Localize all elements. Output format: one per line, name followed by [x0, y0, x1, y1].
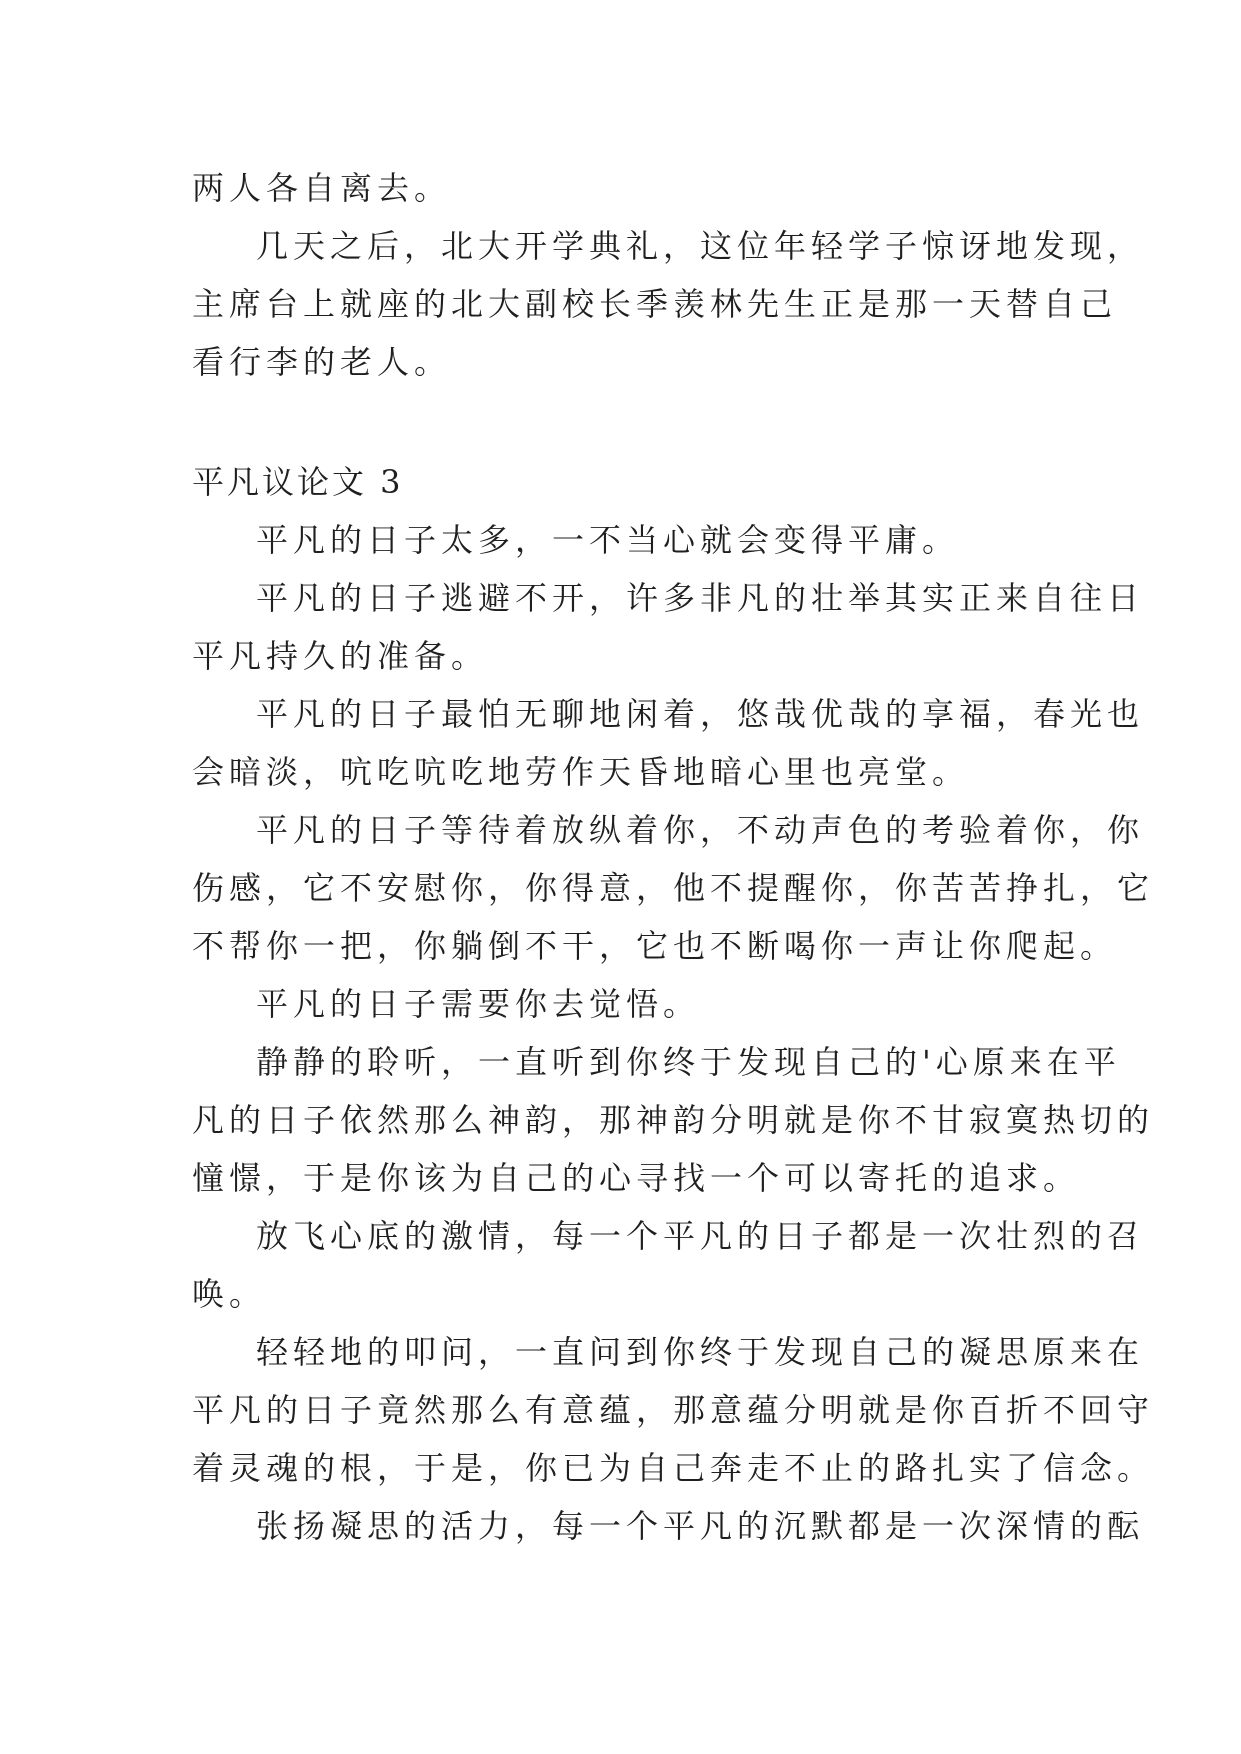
paragraph-start-line: 平凡的日子等待着放纵着你，不动声色的考验着你，你	[256, 811, 1145, 849]
text-line: 凡的日子依然那么神韵，那神韵分明就是你不甘寂寞热切的	[192, 1101, 1155, 1139]
paragraph-start-line: 平凡的日子最怕无聊地闲着，悠哉优哉的享福，春光也	[256, 695, 1145, 733]
section-heading: 平凡议论文 3	[192, 463, 404, 501]
text-line: 唤。	[192, 1275, 267, 1313]
paragraph-start-line: 静静的聆听，一直听到你终于发现自己的'心原来在平	[256, 1043, 1121, 1081]
paragraph-start-line: 平凡的日子逃避不开，许多非凡的壮举其实正来自往日	[256, 579, 1145, 617]
paragraph-start-line: 轻轻地的叩问，一直问到你终于发现自己的凝思原来在	[256, 1333, 1145, 1371]
text-line: 伤感，它不安慰你，你得意，他不提醒你，你苦苦挣扎，它	[192, 869, 1155, 907]
paragraph-start-line: 张扬凝思的活力，每一个平凡的沉默都是一次深情的酝	[256, 1507, 1145, 1545]
paragraph-start-line: 几天之后，北大开学典礼，这位年轻学子惊讶地发现，	[256, 227, 1145, 265]
paragraph-start-line: 平凡的日子太多，一不当心就会变得平庸。	[256, 521, 960, 559]
text-line: 憧憬，于是你该为自己的心寻找一个可以寄托的追求。	[192, 1159, 1081, 1197]
text-line: 平凡持久的准备。	[192, 637, 489, 675]
text-line: 不帮你一把，你躺倒不干，它也不断喝你一声让你爬起。	[192, 927, 1118, 965]
paragraph-start-line: 平凡的日子需要你去觉悟。	[256, 985, 701, 1023]
text-line: 会暗淡，吭吃吭吃地劳作天昏地暗心里也亮堂。	[192, 753, 970, 791]
paragraph-start-line: 放飞心底的激情，每一个平凡的日子都是一次壮烈的召	[256, 1217, 1145, 1255]
text-line: 看行李的老人。	[192, 343, 452, 381]
text-line: 平凡的日子竟然那么有意蕴，那意蕴分明就是你百折不回守	[192, 1391, 1155, 1429]
text-line: 两人各自离去。	[192, 169, 452, 207]
text-line: 着灵魂的根，于是，你已为自己奔走不止的路扎实了信念。	[192, 1449, 1155, 1487]
text-line: 主席台上就座的北大副校长季羡林先生正是那一天替自己	[192, 285, 1118, 323]
